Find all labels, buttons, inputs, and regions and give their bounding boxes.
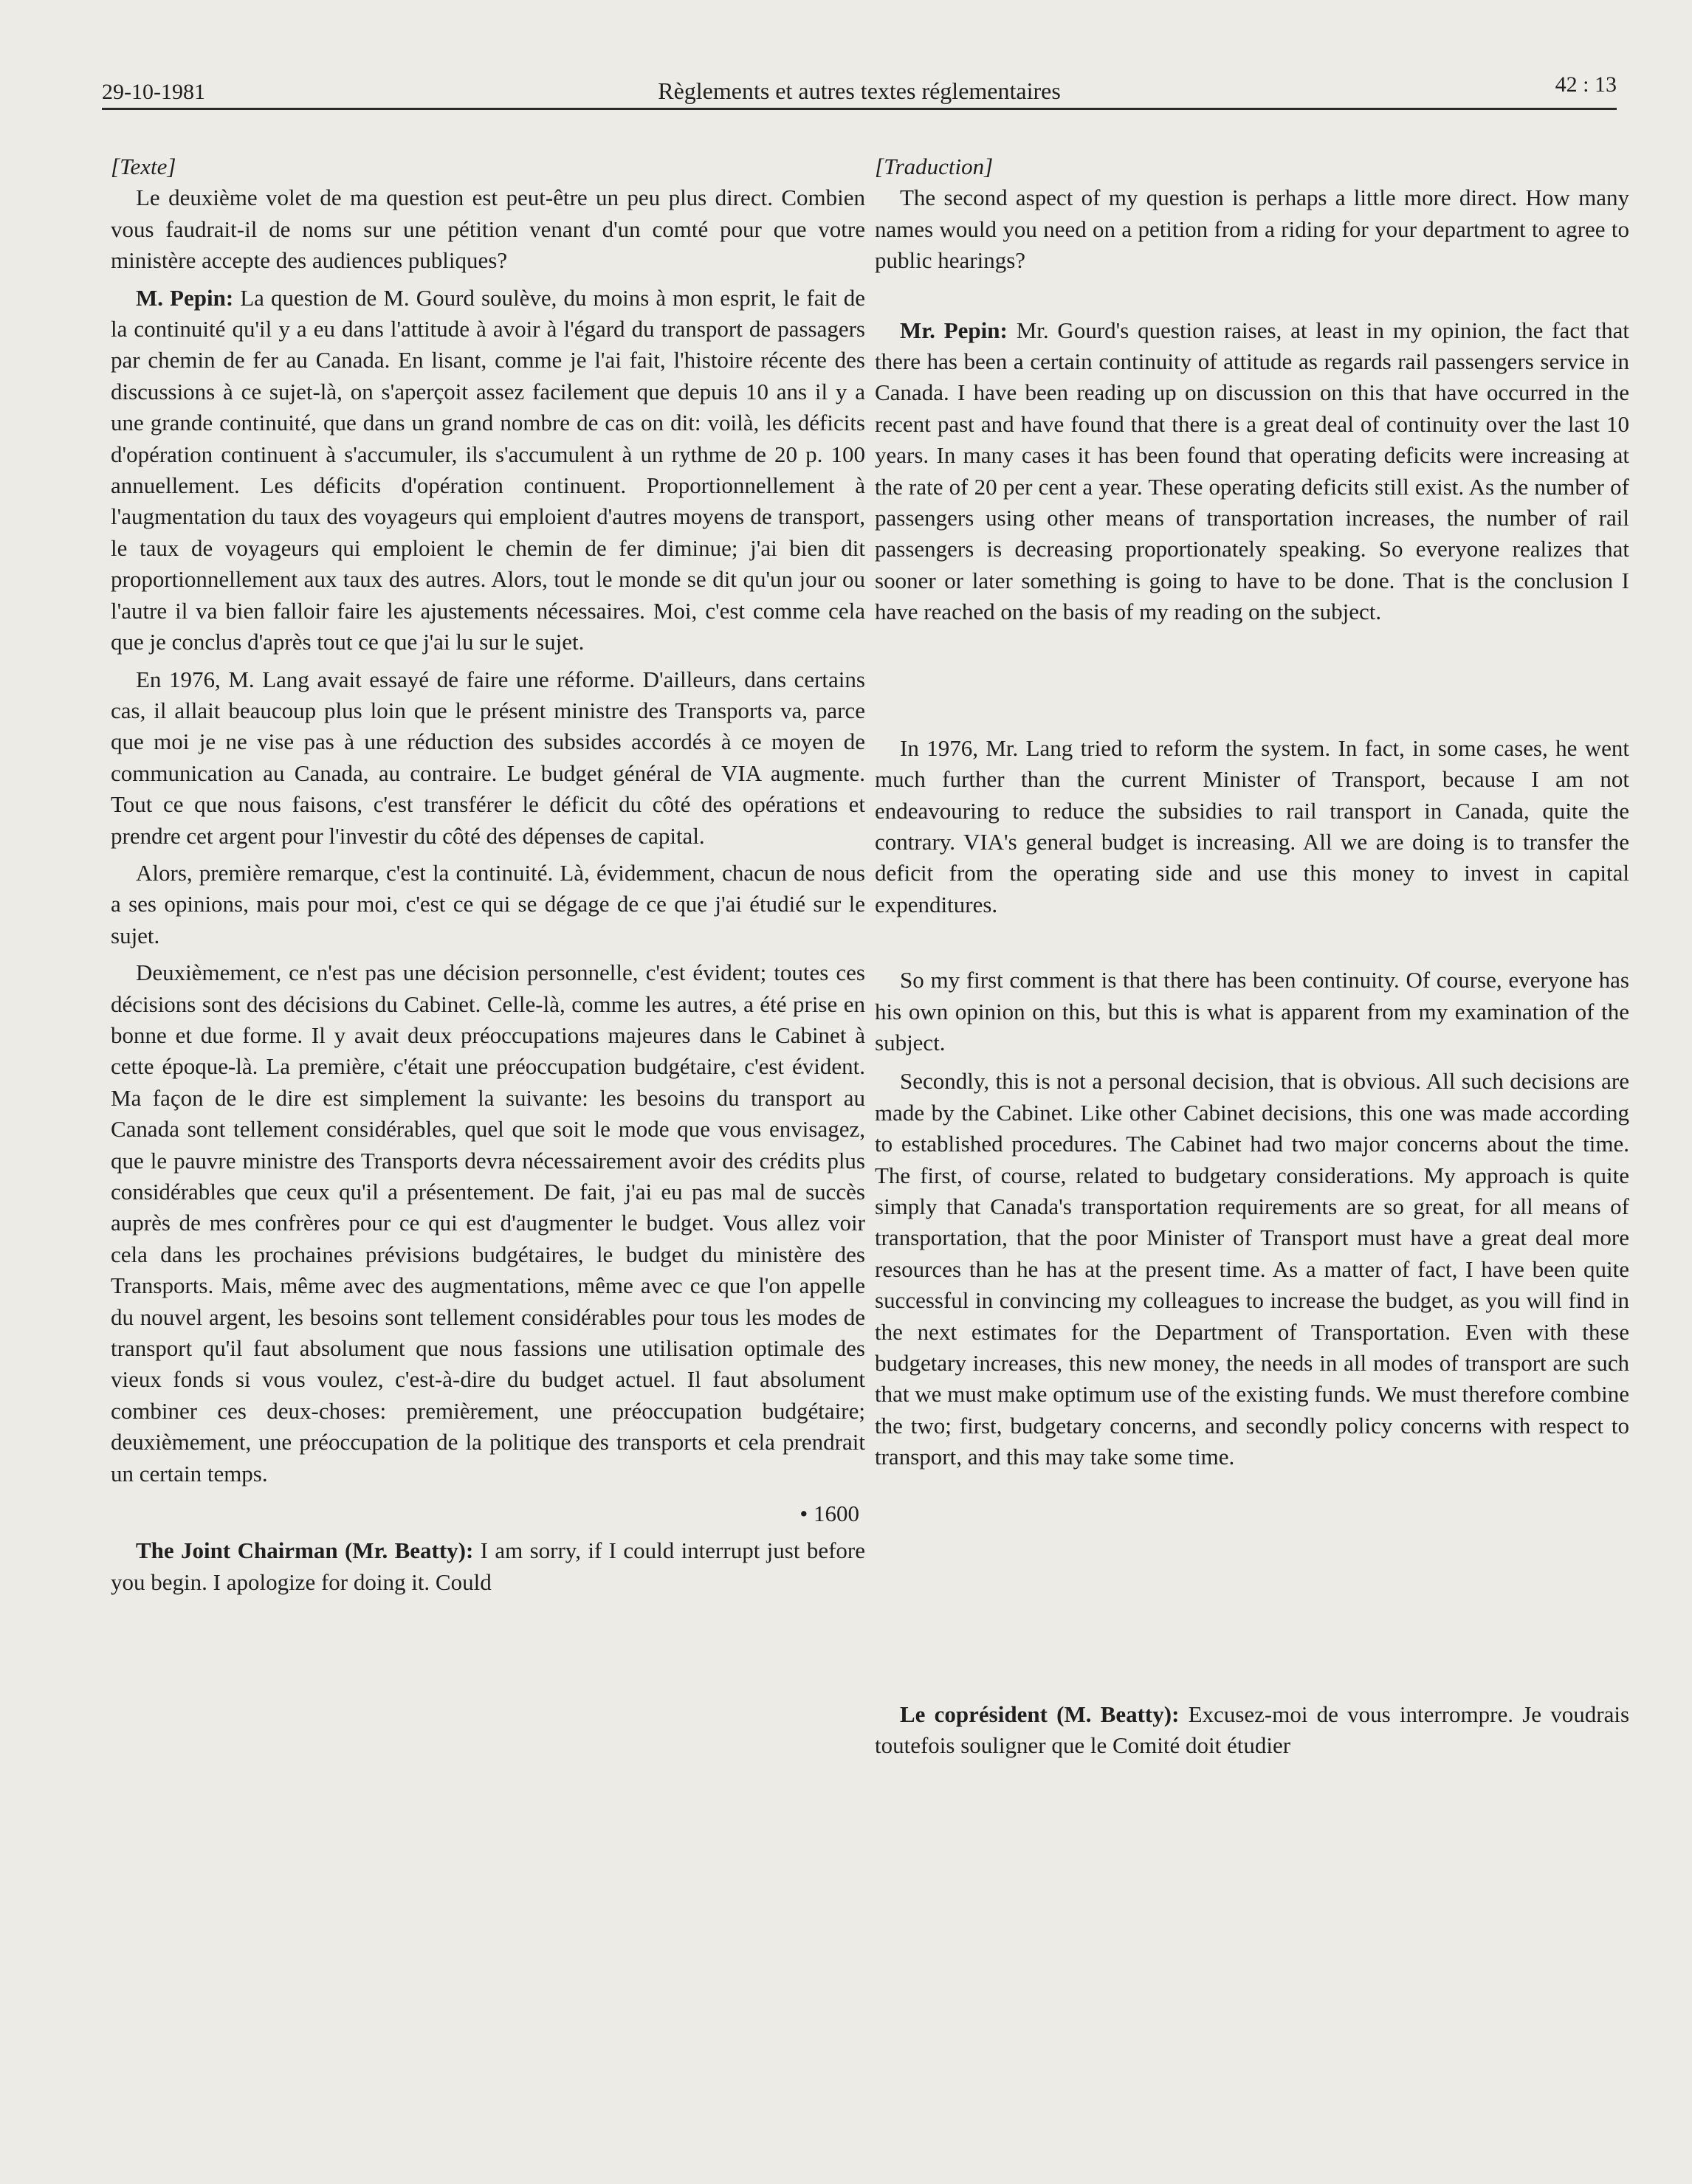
speaker-paragraph: Mr. Pepin: Mr. Gourd's question raises, at least in my opinion, the fact that there has been a certain continuity of attitude as regards rail passengers service in Canada. I have been reading up on discussion on this that have occurred in the recent past and have found that there is a great deal of continuity over the last 10 years. In many cases it has been found that operating deficits were increasing at the rate of 20 per cent a year. These operating deficits still exist. As the number of passengers using other means of transportation increases, the number of rail passengers is decreasing proportionately speaking. So everyone realizes that sooner or later something is going to have to be done. That is the conclusion I have reached on the basis of my reading on the subject. bbox=[875, 317, 1629, 625]
header-title: Règlements et autres textes réglementaires bbox=[658, 77, 1061, 104]
time-marker: • 1600 bbox=[799, 1501, 859, 1527]
speaker-name: Mr. Pepin: bbox=[900, 317, 1008, 343]
right-column bbox=[875, 151, 1629, 1761]
section-label: [Traduction] bbox=[875, 154, 994, 179]
paragraph: In 1976, Mr. Lang tried to reform the system. In fact, in some cases, he went much further than the current Minister of Transport, because I am not endeavouring to reduce the subsidies to rail transport in Canada, quite the contrary. VIA's general budget is increasing. All we are doing is to transfer the deficit from the operating side and use this money to invest in capital expenditures. bbox=[875, 734, 1629, 917]
paragraph: Secondly, this is not a personal decision, that is obvious. All such decisions are made by the Cabinet. Like other Cabinet decisions, this one was made according to established procedures. The Cabinet had two major concerns about the time. The first, of course, related to budgetary considerations. My approach is quite simply that Canada's transportation requirements are so great, for all means of transportation, that the poor Minister of Transport must have a great deal more resources than he has at the present time. As a matter of fact, I have been quite successful in convincing my colleagues to increase the budget, as you will find in the next estimates for the Department of Transportation. Even with these budgetary increases, this new money, the needs in all modes of transport are such that we must make optimum use of the existing funds. We must therefore combine the two; first, budgetary concerns, and secondly policy concerns with respect to transport, and this may take some time. bbox=[875, 1068, 1629, 1470]
paragraph: The second aspect of my question is perhaps a little more direct. How many names would you need on a petition from a riding for your department to agree to public hearings? bbox=[875, 185, 1629, 274]
speaker-paragraph: Le coprésident (M. Beatty): Excusez-moi de vous interrompre. Je voudrais toutefois souligner que le Comité doit étudier bbox=[875, 1701, 1630, 1759]
header-page-number: 42 : 13 bbox=[1555, 72, 1617, 97]
speaker-name: M. Pepin: bbox=[136, 284, 234, 311]
paragraph: Alors, première remarque, c'est la continuité. Là, évidemment, chacun de nous a ses opinions, mais pour moi, c'est ce qui se dégage de ce que j'ai étudié sur le sujet. bbox=[111, 859, 865, 948]
paragraph: So my first comment is that there has been continuity. Of course, everyone has his own opinion on this, but this is what is apparent from my examination of the subject. bbox=[875, 967, 1629, 1055]
left-column bbox=[111, 151, 865, 1598]
paragraph: Deuxièmement, ce n'est pas une décision personnelle, c'est évident; toutes ces décisions sont des décisions du Cabinet. Celle-là, comme les autres, a été prise en bonne et due forme. Il y avait deux préoccupations majeures dans le Cabinet à cette époque-là. La première, c'était une préoccupation budgétaire, c'est évident. Ma façon de le dire est simplement la suivante: les besoins du transport au Canada sont tellement considérables, quel que soit le mode que vous envisagez, que le pauvre ministre des Transports devra nécessairement avoir des crédits plus considérables que ceux qu'il a présentement. De fait, j'ai eu pas mal de succès auprès de mes confrères pour ce qui est d'augmenter le budget. Vous allez voir cela dans les prochaines prévisions budgétaires, le budget du ministère des Transports. Mais, même avec des augmentations, même avec ce que l'on appelle du nouvel argent, les besoins sont tellement considérables pour tous les modes de transport qu'il faut absolument que nous fassions une utilisation optimale des vieux fonds si vous voulez, c'est-à-dire du budget actuel. Il faut absolument combiner ces deux-choses: premièrement, une préoccupation budgétaire; deuxièmement, une préoccupation de la politique des transports et cela prendrait un certain temps. bbox=[111, 960, 865, 1487]
speaker-paragraph: M. Pepin: La question de M. Gourd soulève, du moins à mon esprit, le fait de la continuité qu'il y a eu dans l'attitude à avoir à l'égard du transport de passagers par chemin de fer au Canada. En lisant, comme je l'ai fait, l'histoire récente des discussions à ce sujet-là, on s'aperçoit assez facilement que depuis 10 ans il y a une grande continuité, que dans un grand nombre de cas on dit: voilà, les déficits d'opération continuent à s'accumuler, ils s'accumulent à un rythme de 20 p. 100 annuellement. Les déficits d'opération continuent. Proportionnellement à l'augmentation du taux des voyageurs qui emploient d'autres moyens de transport, le taux de voyageurs qui emploient le chemin de fer diminue; j'ai bien dit proportionnellement aux taux des autres. Alors, tout le monde se dit qu'un jour ou l'autre il va bien falloir faire les ajustements nécessaires. Moi, c'est comme cela que je conclus d'après tout ce que j'ai lu sur le sujet. bbox=[111, 284, 865, 655]
page-header bbox=[102, 71, 1617, 110]
speaker-name: Le coprésident (M. Beatty): bbox=[900, 1701, 1180, 1727]
section-label: [Texte] bbox=[111, 154, 176, 179]
speaker-name: The Joint Chairman (Mr. Beatty): bbox=[136, 1537, 474, 1564]
paragraph: En 1976, M. Lang avait essayé de faire une réforme. D'ailleurs, dans certains cas, il allait beaucoup plus loin que le présent ministre des Transports va, parce que moi je ne vise pas à une réduction des subsides accordés à ce moyen de communication au Canada, au contraire. Le budget général de VIA augmente. Tout ce que nous faisons, c'est transférer le déficit du côté des opérations et prendre cet argent pour l'investir du côté des dépenses de capital. bbox=[111, 666, 865, 849]
header-date: 29-10-1981 bbox=[102, 80, 205, 104]
paragraph: Le deuxième volet de ma question est peut-être un peu plus direct. Combien vous faudrait-il de noms sur une pétition venant d'un comté pour que votre ministère accepte des audiences publiques? bbox=[111, 185, 865, 274]
speaker-paragraph: The Joint Chairman (Mr. Beatty): I am sorry, if I could interrupt just before you begin. I apologize for doing it. Could bbox=[111, 1537, 865, 1595]
